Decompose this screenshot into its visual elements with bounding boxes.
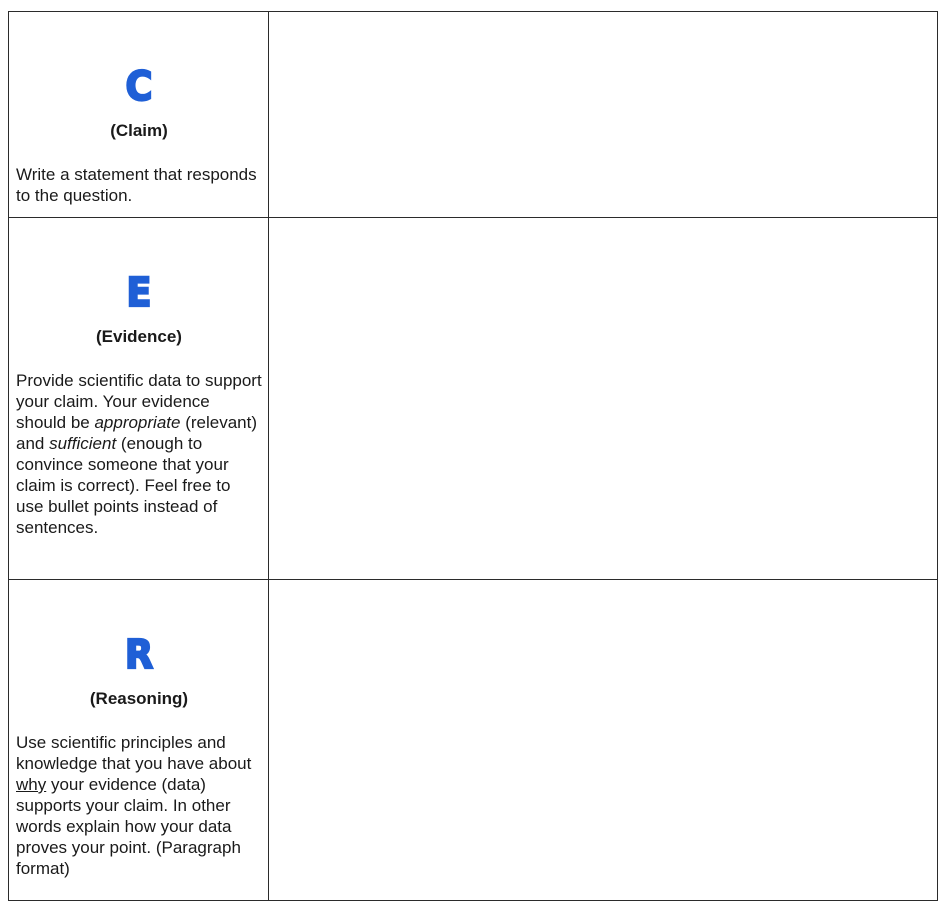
reasoning-title: (Reasoning) [89, 689, 189, 708]
claim-letter: C [125, 64, 153, 110]
claim-description: Write a statement that responds to the question. [16, 165, 257, 205]
cer-table [8, 11, 938, 901]
reasoning-desc-why: why [16, 775, 47, 794]
reasoning-row [9, 580, 938, 901]
reasoning-desc-part-2: your evidence (data) supports your claim. In other words explain how your data proves your point. (Paragraph format) [16, 775, 241, 878]
claim-row [9, 12, 938, 218]
evidence-answer-cell[interactable] [269, 218, 938, 580]
evidence-row [9, 218, 938, 580]
evidence-desc-part-1: Provide scientific data to support your claim. Your evidence should be [16, 371, 262, 432]
evidence-title: (Evidence) [96, 327, 182, 346]
reasoning-description [16, 732, 262, 879]
evidence-desc-appropriate: appropriate [94, 413, 181, 432]
claim-answer-cell[interactable] [269, 12, 938, 218]
evidence-letter: E [126, 270, 152, 316]
reasoning-desc-part-1: Use scientific principles and knowledge that you have about [16, 733, 252, 773]
evidence-desc-sufficient: sufficient [49, 434, 117, 453]
reasoning-answer-cell[interactable] [269, 580, 938, 901]
evidence-label-cell [9, 218, 269, 580]
evidence-desc-part-2: (relevant) and [16, 413, 257, 453]
claim-label-cell [9, 12, 269, 218]
claim-title: (Claim) [110, 121, 168, 140]
reasoning-label-cell [9, 580, 269, 901]
evidence-desc-part-3: (enough to convince someone that your claim is correct). Feel free to use bullet points instead of sentences. [16, 434, 231, 537]
reasoning-letter: R [124, 632, 154, 678]
evidence-description [16, 370, 262, 538]
